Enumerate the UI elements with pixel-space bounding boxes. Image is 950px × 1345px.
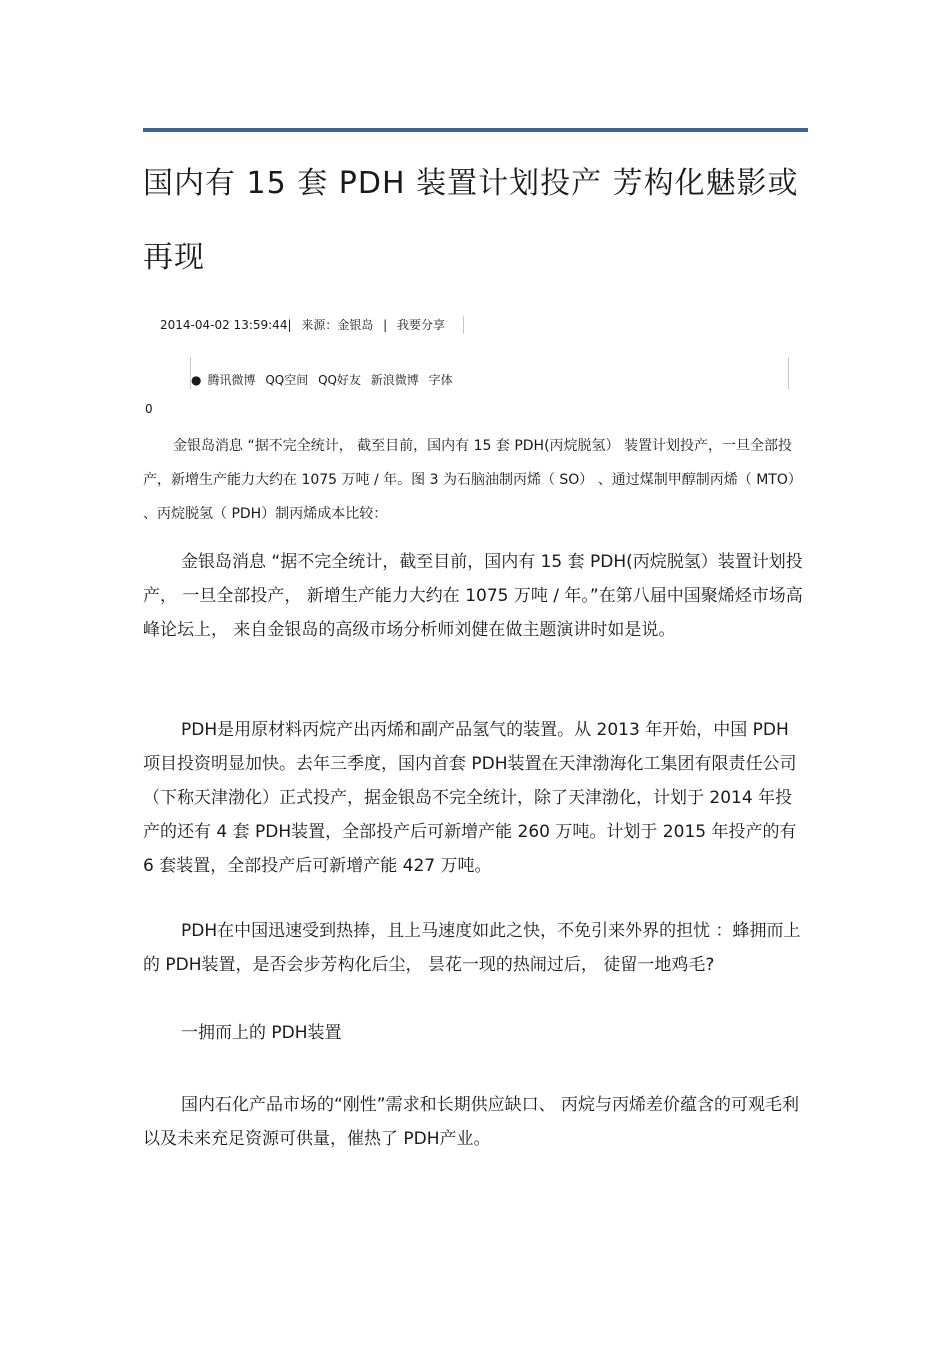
body-paragraph-4: 国内石化产品市场的“刚性”需求和长期供应缺口、 丙烷与丙烯差价蕴含的可观毛利以及未来充足资源可供量，催热了 PDH产业。 — [143, 1095, 800, 1149]
share-button[interactable]: 我要分享 — [397, 318, 446, 332]
share-box-right-edge — [788, 357, 789, 389]
article-title-line-2: 再现 — [143, 240, 205, 275]
share-counter: 0 — [145, 402, 153, 416]
share-qq-friends[interactable]: QQ好友 — [318, 373, 361, 387]
section-heading: 一拥而上的 PDH装置 — [181, 1023, 342, 1043]
body-paragraph-1: 金银岛消息 “据不完全统计，截至目前，国内有 15 套 PDH(丙烷脱氢）装置计划投产， 一旦全部投产， 新增生产能力大约在 1075 万吨 / 年。”在第八届中国聚烯烃市场高峰论坛上， 来自金银岛的高级市场分析师刘健在做主题演讲时如是说。 — [143, 552, 803, 640]
body-paragraph-2: PDH是用原材料丙烷产出丙烯和副产品氢气的装置。从 2013 年开始，中国 PDH项目投资明显加快。去年三季度，国内首套 PDH装置在天津渤海化工集团有限责任公司（下称天津渤化）正式投产，据金银岛不完全统计，除了天津渤化，计划于 2014 年投产的还有 4 套 PDH装置，全部投产后可新增产能 260 万吨。计划于 2015 年投产的有 6 套装置，全部投产后可新增产能 427 万吨。 — [143, 720, 797, 876]
share-sina-weibo[interactable]: 新浪微博 — [370, 373, 419, 387]
header-rule — [143, 128, 808, 132]
bullet-icon: ● — [191, 373, 202, 387]
body-paragraph-3: PDH在中国迅速受到热捧，且上马速度如此之快，不免引来外界的担忧 ：蜂拥而上的 PDH装置，是否会步芳构化后尘， 昙花一现的热闹过后， 徒留一地鸡毛? — [143, 921, 801, 975]
meta-separator: | — [383, 318, 388, 332]
article-title-line-1: 国内有 15 套 PDH 装置计划投产 芳构化魅影或 — [143, 166, 799, 201]
meta-box-edge — [463, 316, 464, 334]
share-tencent-weibo[interactable]: 腾讯微博 — [207, 373, 256, 387]
article-meta — [160, 316, 451, 333]
article-summary: 金银岛消息 “据不完全统计， 截至目前，国内有 15 套 PDH(丙烷脱氢） 装置计划投产，一旦全部投产，新增生产能力大约在 1075 万吨 / 年。图 3 为石脑油制丙烯（ SO） 、通过煤制甲醇制丙烯（ MTO） 、丙烷脱氢（ PDH）制丙烯成本比较： — [143, 438, 802, 522]
font-size-toggle[interactable]: 字体 — [428, 373, 453, 387]
share-qzone[interactable]: QQ空间 — [265, 373, 309, 387]
publish-datetime: 2014-04-02 13:59:44| — [160, 318, 292, 332]
source-label: 来源：金银岛 — [301, 318, 374, 332]
share-bar — [191, 371, 459, 388]
